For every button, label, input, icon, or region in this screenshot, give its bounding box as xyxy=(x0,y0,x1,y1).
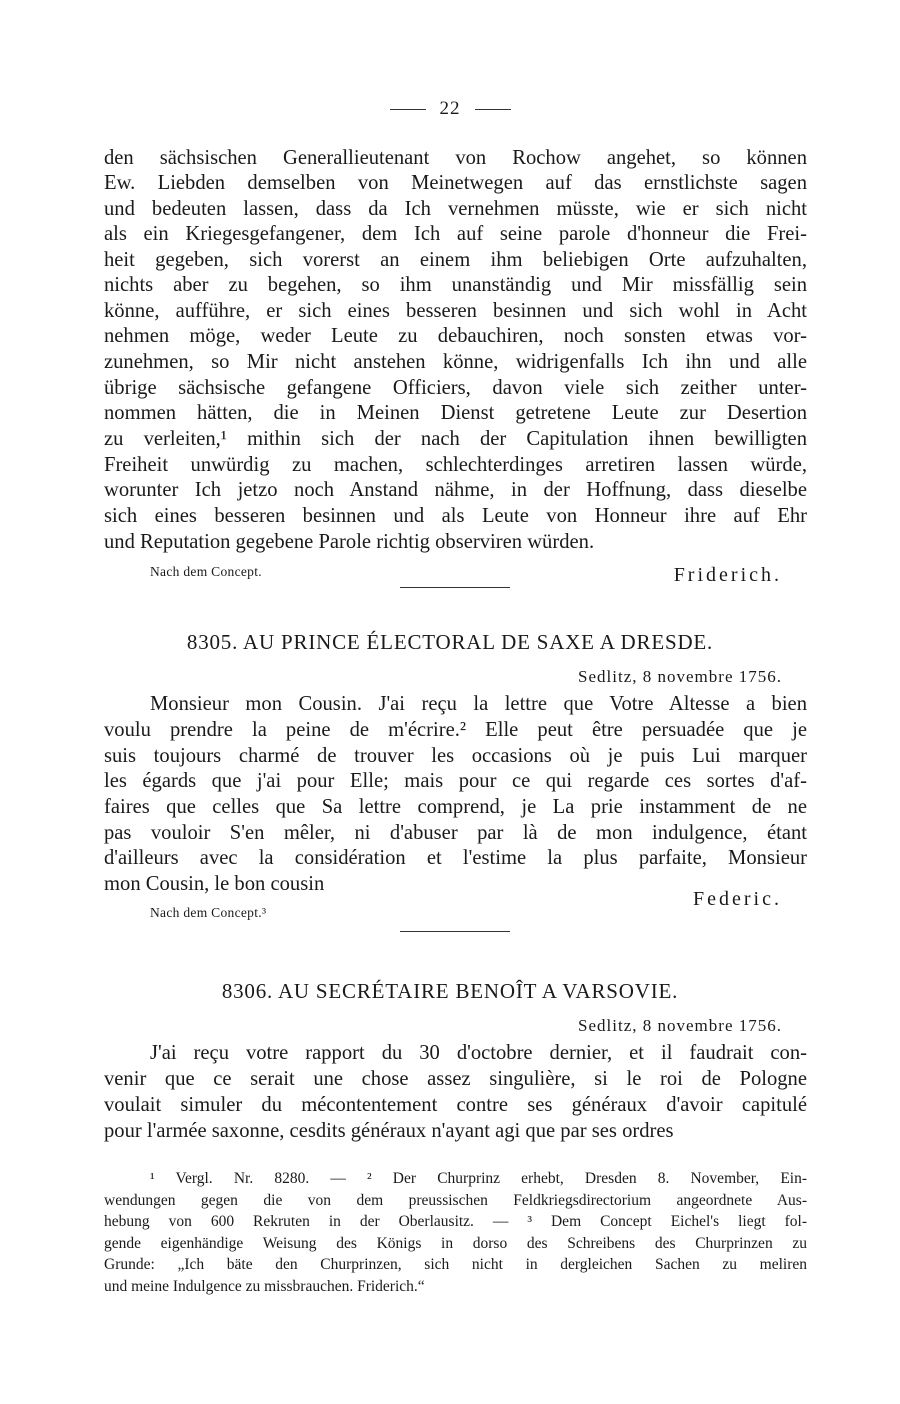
letter-heading: 8305. AU PRINCE ÉLECTORAL DE SAXE A DRESDE. xyxy=(186,630,714,654)
dateline: Sedlitz, 8 novembre 1756. xyxy=(578,667,782,686)
body-line: suis toujours charmé de trouver les occasions où je puis Lui marquer xyxy=(104,745,807,767)
body-line: sich eines besseren besinnen und als Leute von Honneur ihre auf Ehr xyxy=(104,505,807,527)
footnote-line: hebung von 600 Rekruten in der Oberlausitz. — ³ Dem Concept Eichel's liegt fol- xyxy=(104,1213,807,1230)
footnote-line: Grunde: „Ich bäte den Churprinzen, sich nicht in dergleichen Sachen zu meliren xyxy=(104,1256,807,1273)
footnote-line: gende eigenhändige Weisung des Königs in dorso des Schreibens des Churprinzen zu xyxy=(104,1235,807,1252)
footnote-line: wendungen gegen die von dem preussischen Feldkriegsdirectorium angeordnete Aus- xyxy=(104,1192,807,1209)
body-line: voulait simuler du mécontentement contre ses généraux d'avoir capitulé xyxy=(104,1094,807,1116)
body-line: als ein Kriegesgefangener, dem Ich auf seine parole d'honneur die Frei- xyxy=(104,223,807,245)
body-line: zunehmen, so Mir nicht anstehen könne, widrigenfalls Ich ihn und alle xyxy=(104,351,807,373)
body-line: nehmen möge, weder Leute zu debauchiren, noch sonsten etwas vor- xyxy=(104,325,807,347)
body-line: und bedeuten lassen, dass da Ich vernehmen müsste, wie er sich nicht xyxy=(104,198,807,220)
body-line: nommen hätten, die in Meinen Dienst getretene Leute zur Desertion xyxy=(104,402,807,424)
body-line: Freiheit unwürdig zu machen, schlechterdinges arretiren lassen würde, xyxy=(104,454,807,476)
body-line: zu verleiten,¹ mithin sich der nach der Capitulation ihnen bewilligten xyxy=(104,428,807,450)
page-number-text: 22 xyxy=(439,98,461,119)
body-line: mon Cousin, le bon cousin xyxy=(104,873,325,895)
body-line: faires que celles que Sa lettre comprend, je La prie instamment de ne xyxy=(104,796,807,818)
body-line: den sächsischen Generallieutenant von Rochow angehet, so können xyxy=(104,147,807,169)
body-line: J'ai reçu votre rapport du 30 d'octobre dernier, et il faudrait con- xyxy=(150,1042,807,1064)
section-divider xyxy=(400,931,510,932)
body-line: pour l'armée saxonne, cesdits généraux n'ayant agi que par ses ordres xyxy=(104,1120,674,1142)
body-line: Ew. Liebden demselben von Meinetwegen auf das ernstlichste sagen xyxy=(104,172,807,194)
page-number xyxy=(0,98,900,120)
footnote-line: und meine Indulgence zu missbrauchen. Friderich.“ xyxy=(104,1278,425,1295)
body-line: nichts aber zu begehen, so ihm unanständig und Mir missfällig sein xyxy=(104,274,807,296)
page-number-dash-right xyxy=(475,109,511,110)
source-note: Nach dem Concept.³ xyxy=(150,905,267,920)
body-line: worunter Ich jetzo noch Anstand nähme, in der Hoffnung, dass dieselbe xyxy=(104,479,807,501)
body-line: venir que ce serait une chose assez singulière, si le roi de Pologne xyxy=(104,1068,807,1090)
body-line: und Reputation gegebene Parole richtig observiren würden. xyxy=(104,531,595,553)
footnote-line: ¹ Vergl. Nr. 8280. — ² Der Churprinz erhebt, Dresden 8. November, Ein- xyxy=(150,1170,807,1187)
body-line: voulu prendre la peine de m'écrire.² Elle peut être persuadée que je xyxy=(104,719,807,741)
section-divider xyxy=(400,587,510,588)
body-line: d'ailleurs avec la considération et l'estime la plus parfaite, Monsieur xyxy=(104,847,807,869)
body-line: könne, aufführe, er sich eines besseren besinnen und sich wohl in Acht xyxy=(104,300,807,322)
letter-heading: 8306. AU SECRÉTAIRE BENOÎT A VARSOVIE. xyxy=(221,979,679,1003)
page-number-dash-left xyxy=(390,109,426,110)
body-line: pas vouloir S'en mêler, ni d'abuser par là de mon indulgence, étant xyxy=(104,822,807,844)
body-line: übrige sächsische gefangene Officiers, davon viele sich zeither unter- xyxy=(104,377,807,399)
body-line: Monsieur mon Cousin. J'ai reçu la lettre que Votre Altesse a bien xyxy=(150,693,807,715)
signature: Friderich. xyxy=(673,564,782,586)
body-line: les égards que j'ai pour Elle; mais pour ce qui regarde ces sortes d'af- xyxy=(104,770,807,792)
signature: Federic. xyxy=(693,888,782,910)
dateline: Sedlitz, 8 novembre 1756. xyxy=(578,1016,782,1035)
source-note: Nach dem Concept. xyxy=(150,564,262,579)
body-line: heit gegeben, sich vorerst an einem ihm beliebigen Orte aufzuhalten, xyxy=(104,249,807,271)
